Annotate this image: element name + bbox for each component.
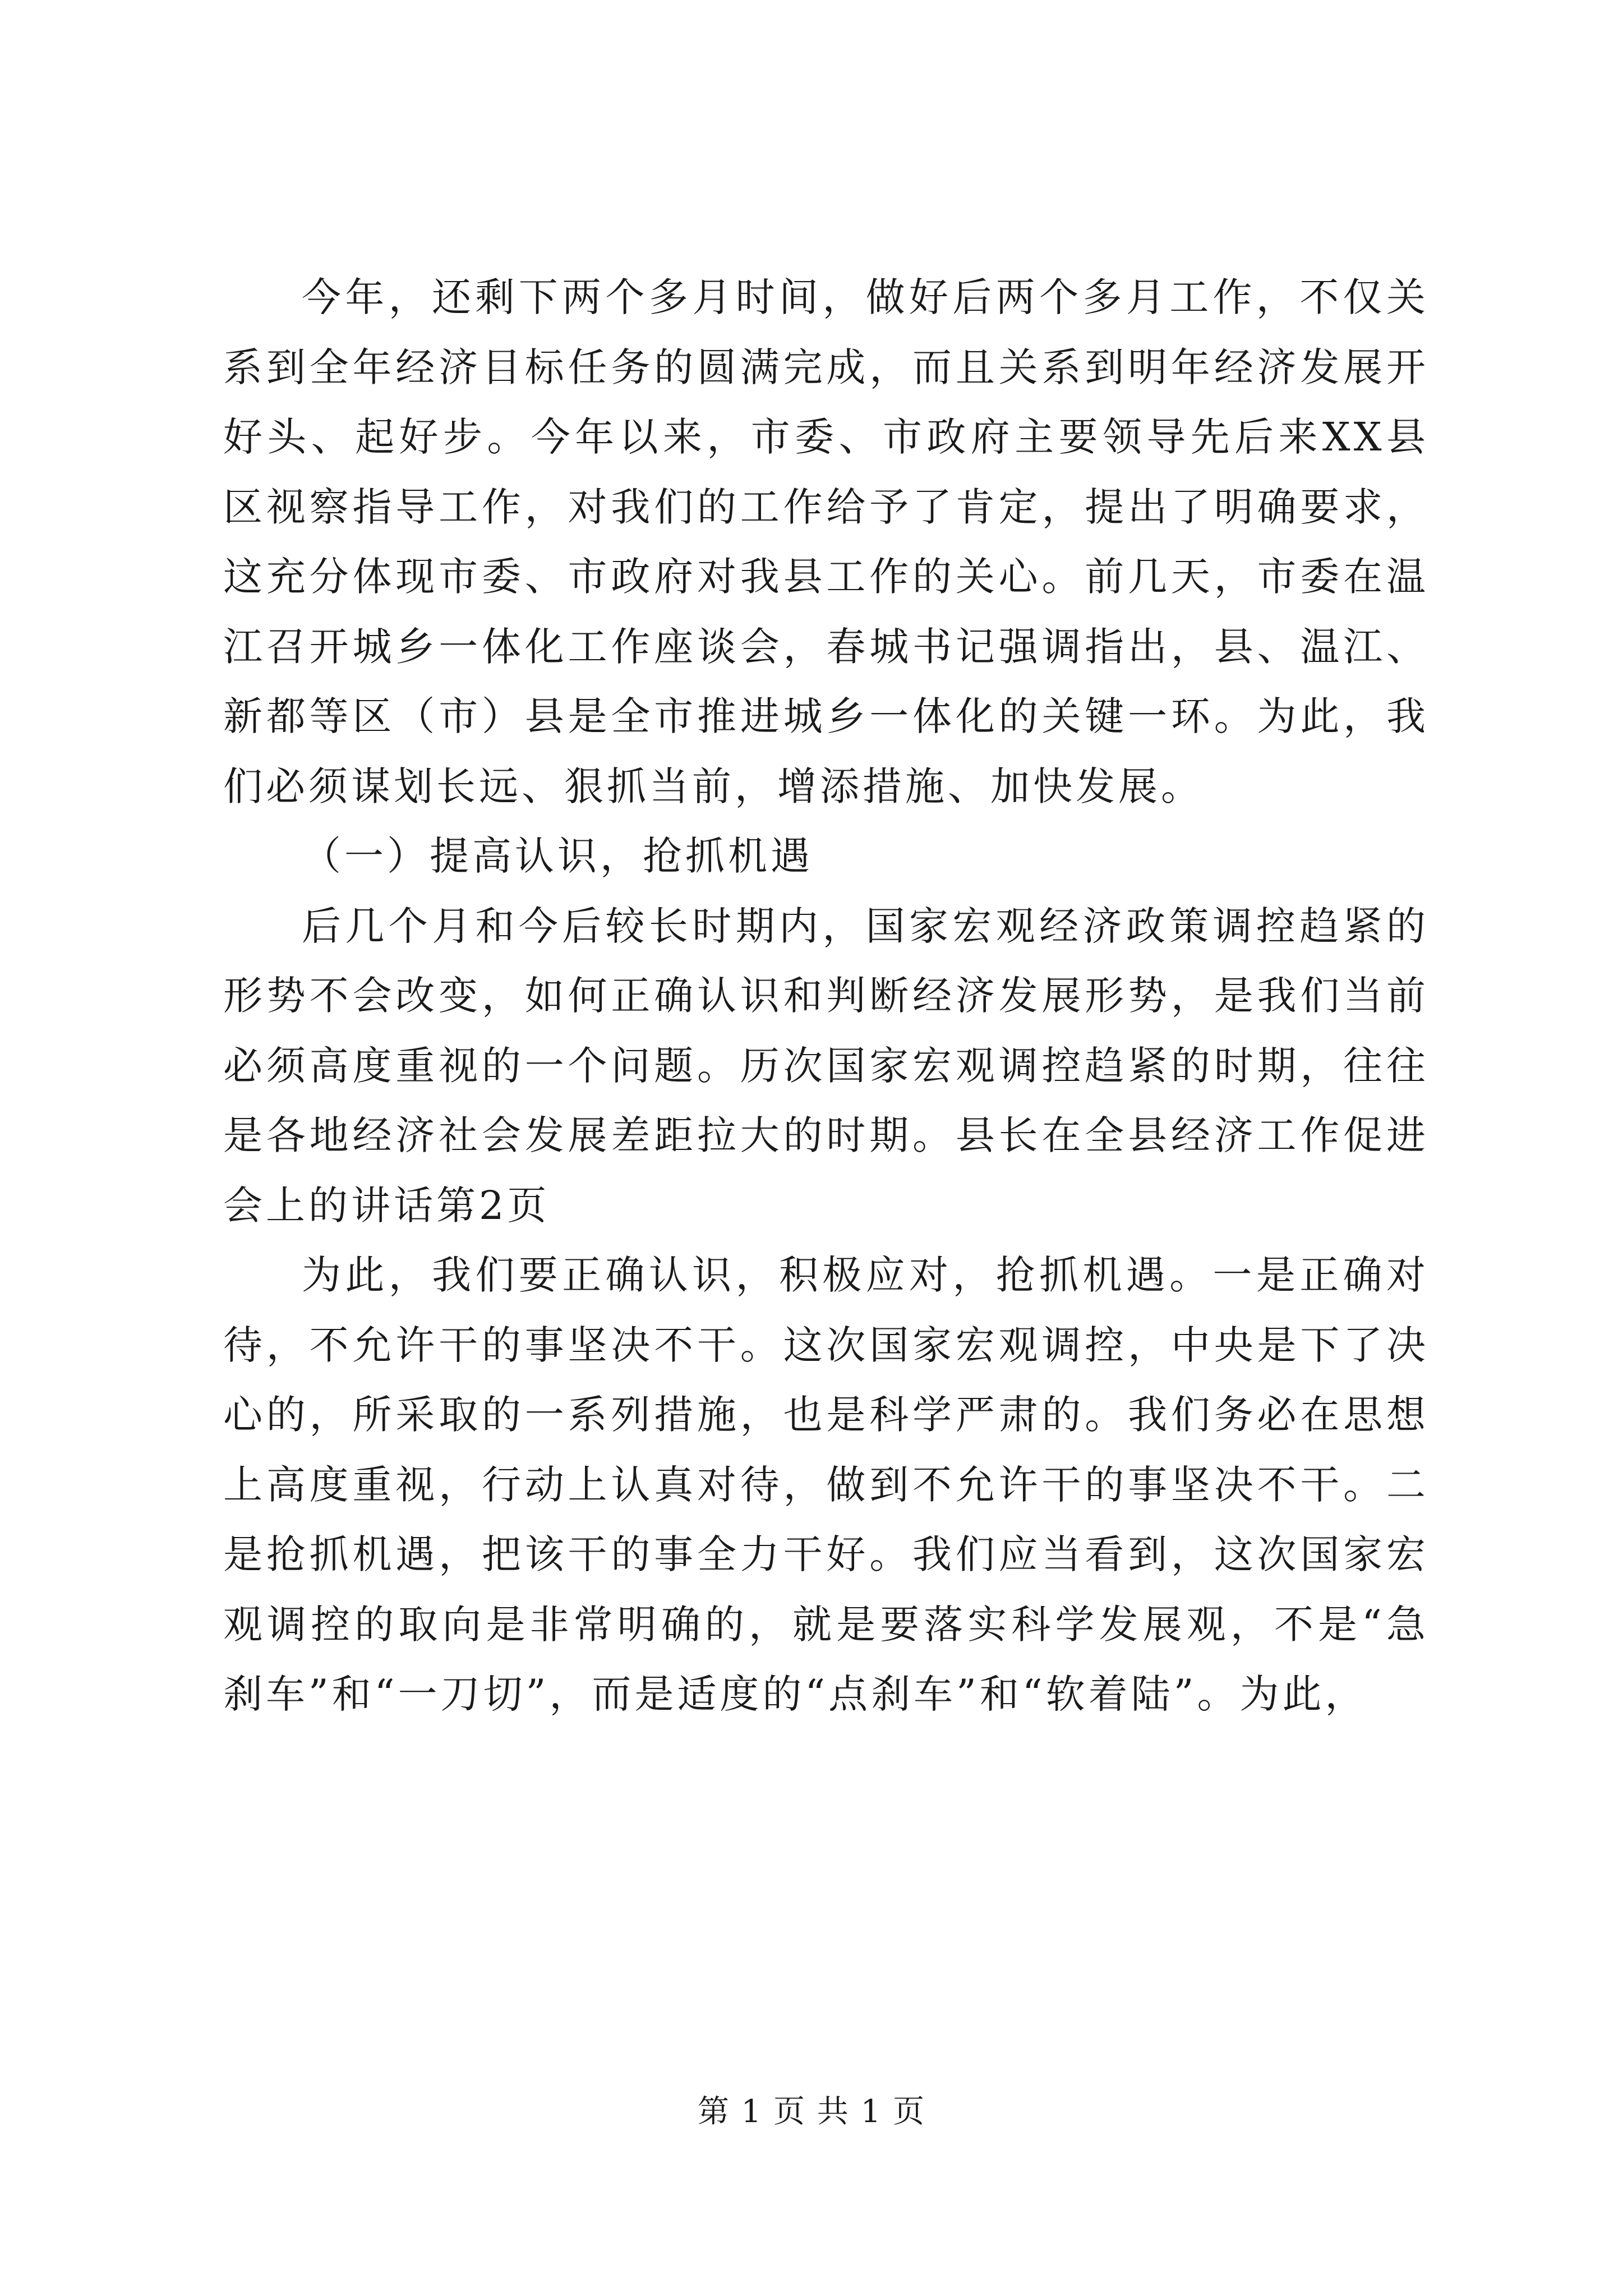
paragraph-3: 为此，我们要正确认识，积极应对，抢抓机遇。一是正确对待，不允许干的事坚决不干。这次国家宏观调控，中央是下了决心的，所采取的一系列措施，也是科学严肃的。我们务必在思想上高度重视，行动上认真对待，做到不允许干的事坚决不干。二是抢抓机遇，把该干的事全力干好。我们应当看到，这次国家宏观调控的取向是非常明确的，就是要落实科学发展观，不是“急刹车”和“一刀切”，而是适度的“点刹车”和“软着陆”。为此， xyxy=(223,1252,1429,1717)
section-heading: （一）提高认识，抢抓机遇 xyxy=(302,833,813,879)
paragraph-1: 今年，还剩下两个多月时间，做好后两个多月工作，不仅关系到全年经济目标任务的圆满完成，而且关系到明年经济发展开好头、起好步。今年以来，市委、市政府主要领导先后来XX县区视察指导工作，对我们的工作给予了肯定，提出了明确要求，这充分体现市委、市政府对我县工作的关心。前几天，市委在温江召开城乡一体化工作座谈会，春城书记强调指出，县、温江、新都等区（市）县是全市推进城乡一体化的关键一环。为此，我们必须谋划长远、狠抓当前，增添措施、加快发展。 xyxy=(223,274,1429,809)
page-footer: 第 1 页 共 1 页 xyxy=(697,2093,926,2130)
document-body xyxy=(223,263,1429,1729)
paragraph-2: 后几个月和今后较长时期内，国家宏观经济政策调控趋紧的形势不会改变，如何正确认识和判断经济发展形势，是我们当前必须高度重视的一个问题。历次国家宏观调控趋紧的时期，往往是各地经济社会发展差距拉大的时期。县长在全县经济工作促进会上的讲话第2页 xyxy=(223,903,1429,1228)
